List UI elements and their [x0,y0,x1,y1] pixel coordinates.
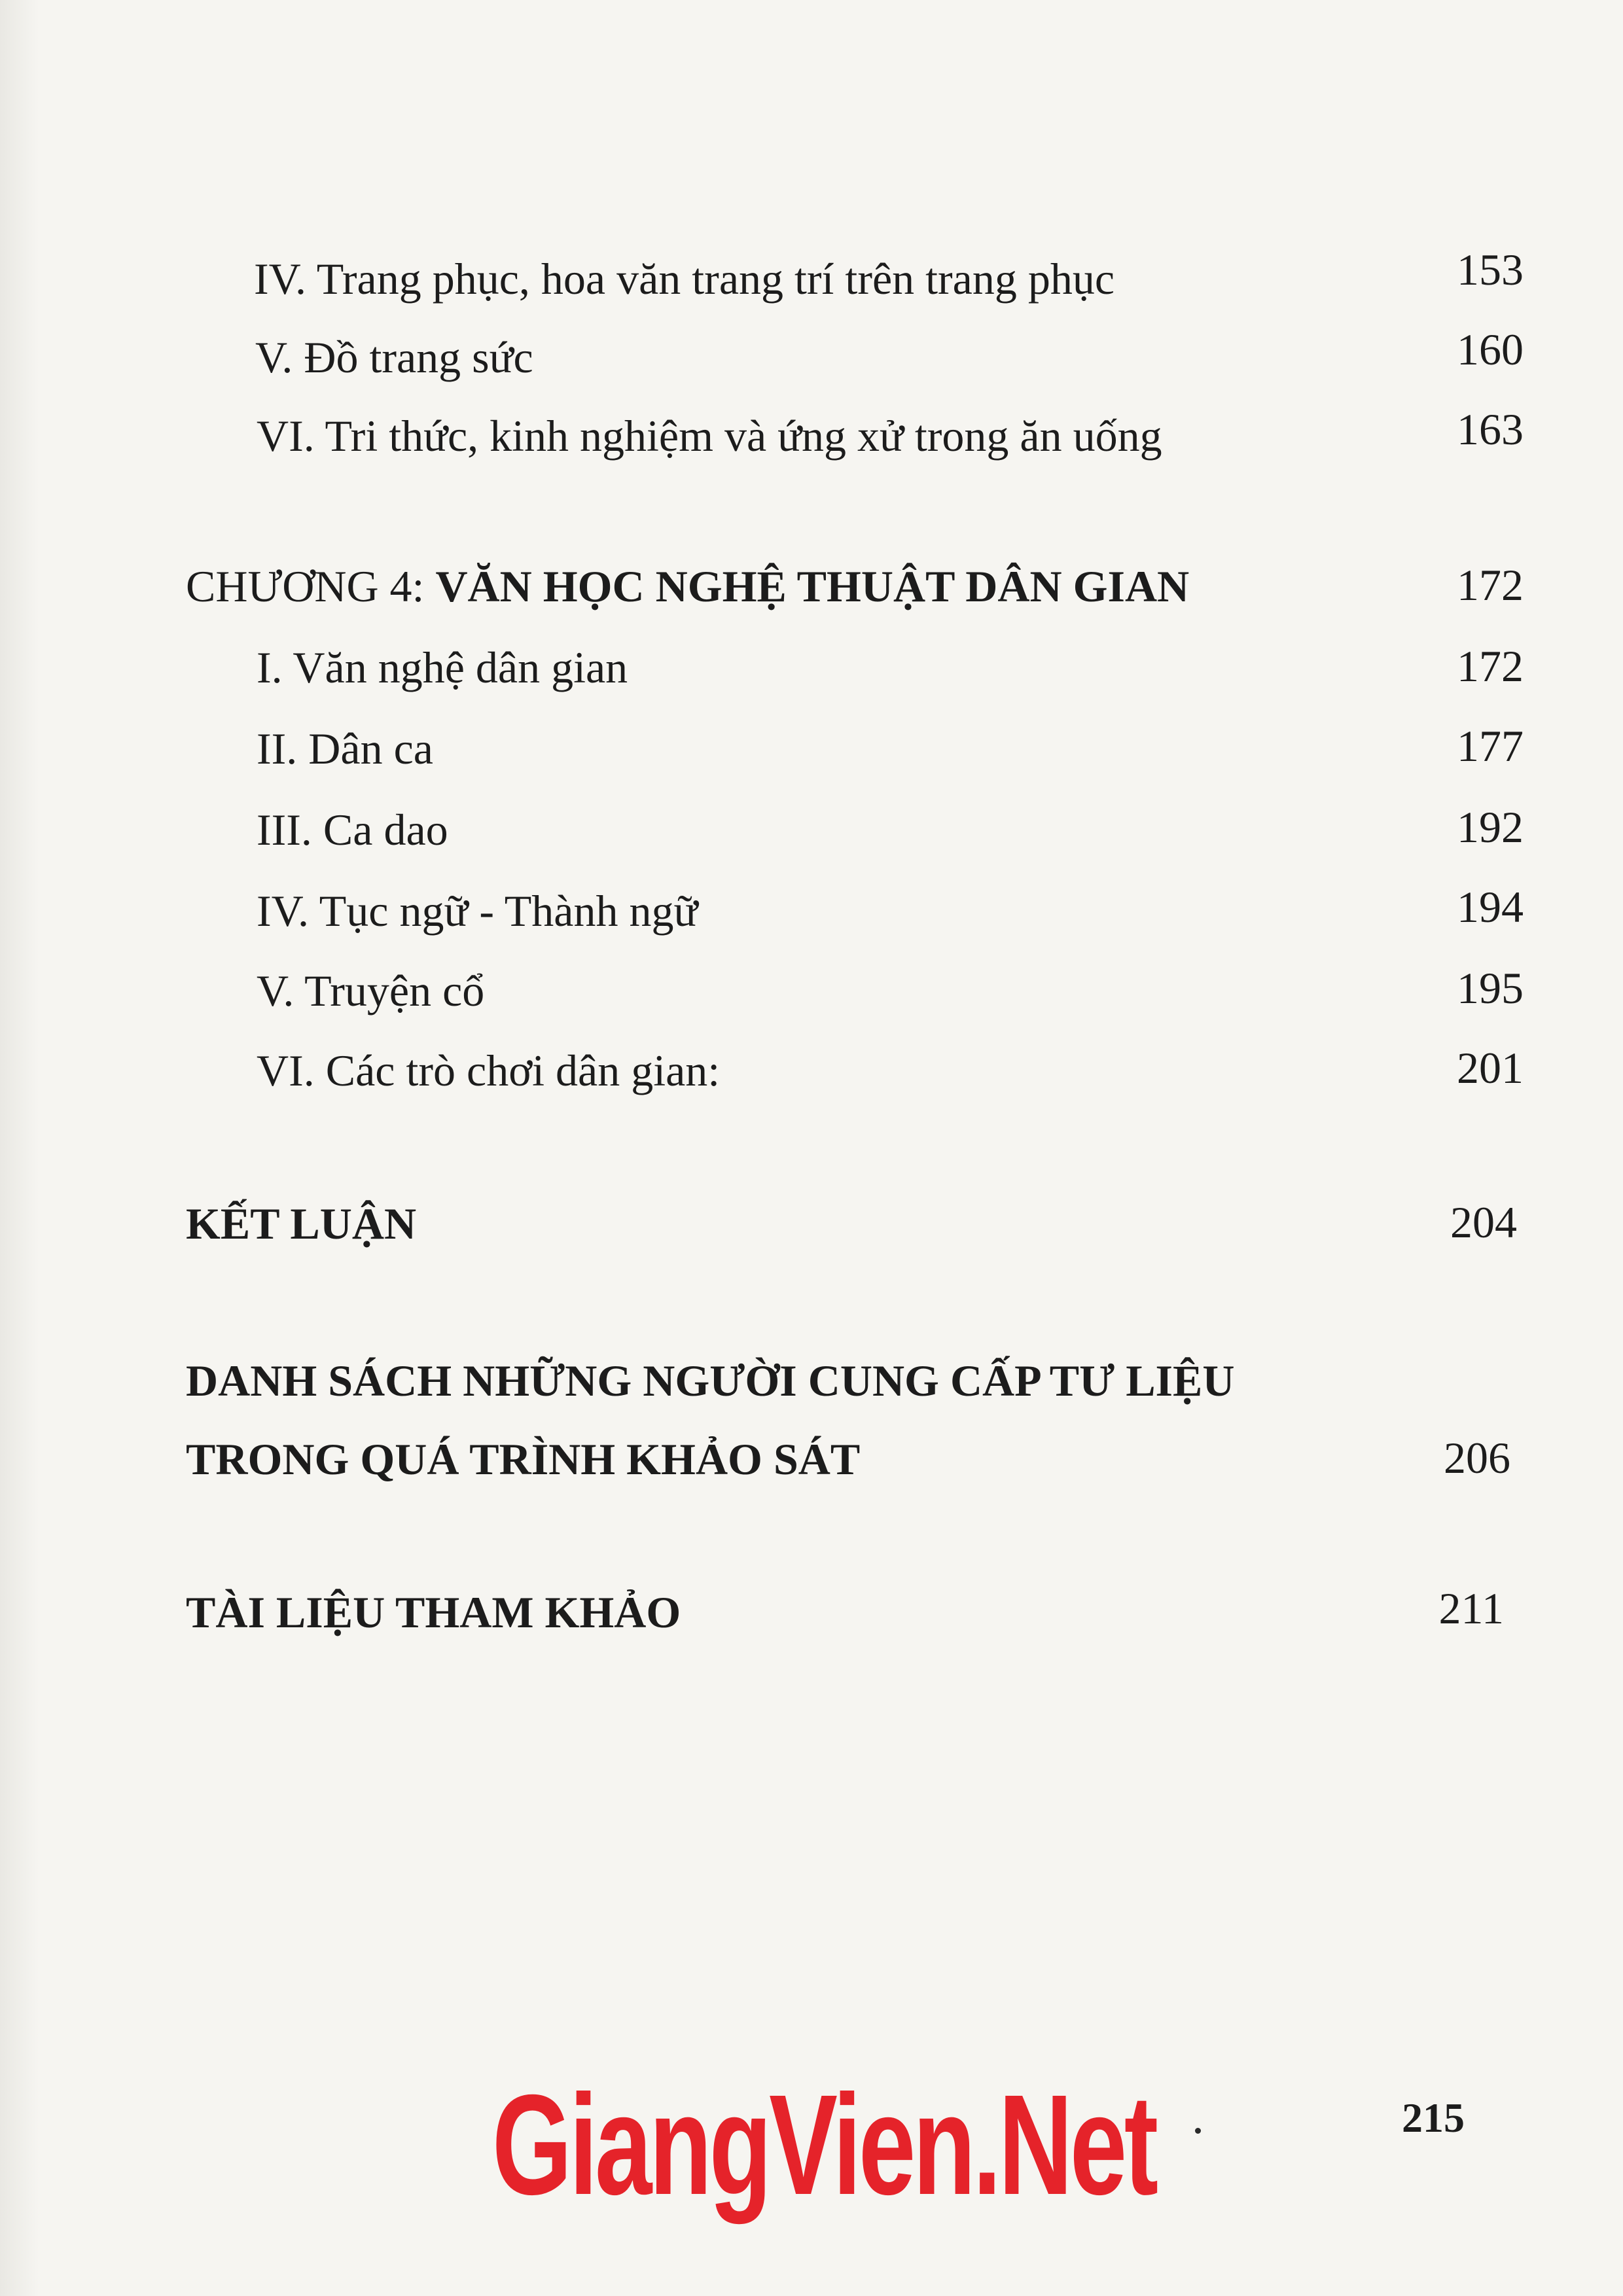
toc-entry-title: V. Truyện cổ [257,966,485,1016]
toc-entry-page: 172 [1457,641,1524,691]
watermark-logo: GiangVien.Net [492,2066,1156,2225]
chapter-title: VĂN HỌC NGHỆ THUẬT DÂN GIAN [435,561,1190,611]
toc-entry-page: 192 [1457,802,1524,852]
toc-entry-page: 201 [1457,1043,1524,1093]
toc-entry-page: 163 [1457,404,1524,454]
toc-entry-page: 194 [1457,882,1524,932]
toc-entry-page: 160 [1457,325,1524,374]
toc-entry-page: 211 [1438,1583,1504,1633]
toc-entry-page: 172 [1457,560,1524,610]
toc-entry-title: VI. Các trò chơi dân gian: [257,1046,721,1095]
chapter-heading [186,561,1190,611]
chapter-label: CHƯƠNG 4: [186,561,436,611]
toc-entry-page: 195 [1457,963,1524,1013]
toc-entry-title: VI. Tri thức, kinh nghiệm và ứng xử trong ăn uống [257,411,1162,461]
dot-mark [1195,2128,1201,2134]
toc-entry-title: IV. Tục ngữ - Thành ngữ [257,886,698,936]
toc-section-title: KẾT LUẬN [186,1199,417,1248]
toc-entry-title: V. Đồ trang sức [255,332,533,382]
toc-entry-title: IV. Trang phục, hoa văn trang trí trên trang phục [254,254,1115,304]
toc-section-title-line2: TRONG QUÁ TRÌNH KHẢO SÁT [186,1434,861,1484]
toc-entry-page: 177 [1457,721,1524,771]
toc-entry-page: 206 [1444,1433,1510,1483]
toc-section-title-line1: DANH SÁCH NHỮNG NGƯỜI CUNG CẤP TƯ LIỆU [186,1356,1235,1405]
toc-entry-title: II. Dân ca [257,724,433,773]
toc-entry-title: I. Văn nghệ dân gian [257,643,628,692]
toc-entry-page: 153 [1457,245,1524,294]
toc-section-title: TÀI LIỆU THAM KHẢO [186,1587,681,1637]
toc-entry-title: III. Ca dao [257,805,448,855]
page-number: 215 [1402,2094,1465,2141]
toc-entry-page: 204 [1450,1197,1517,1247]
